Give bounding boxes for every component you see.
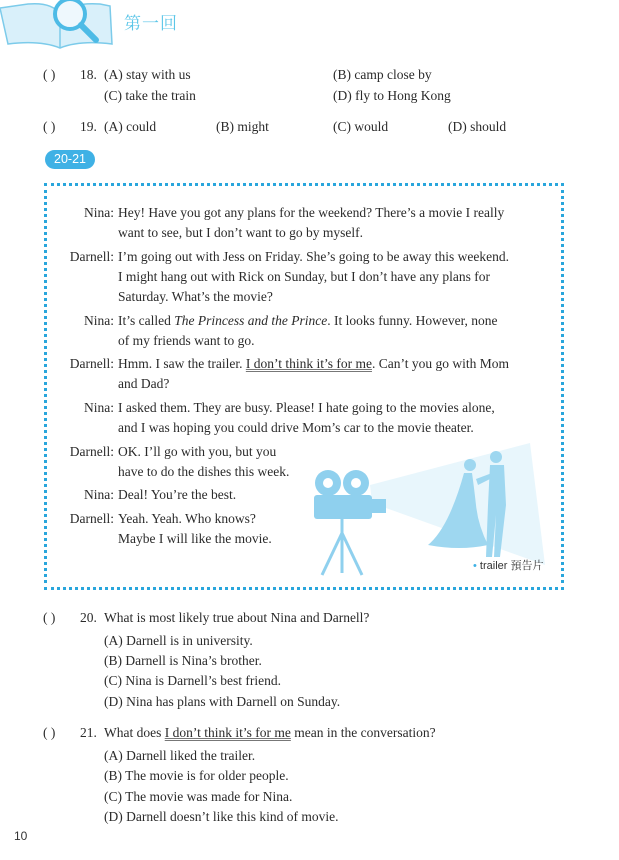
option-a: (A) Darnell liked the trailer. [104, 748, 256, 763]
answer-blank[interactable]: ( ) [43, 119, 56, 134]
utterance-text: I asked them. They are busy. Please! I hate going to the movies alone, [118, 400, 495, 415]
section-badge: 20-21 [45, 150, 95, 169]
utterance-text: I might hang out with Rick on Sunday, but I don’t have any plans for [118, 269, 490, 284]
option-d: (D) Nina has plans with Darnell on Sunday. [104, 694, 341, 709]
option-b: (B) Darnell is Nina’s brother. [104, 653, 262, 668]
option-b: (B) The movie is for older people. [104, 768, 289, 783]
vocab-note: • trailer 預告片 [473, 560, 544, 572]
underlined-phrase: I don’t think it’s for me [164, 725, 291, 740]
answer-blank[interactable]: ( ) [43, 610, 56, 625]
bullet-icon: • [473, 560, 477, 572]
speaker-label: Nina: [84, 400, 114, 415]
option-a: (A) Darnell is in university. [104, 633, 253, 648]
book-magnifier-icon [0, 0, 122, 52]
utterance-text: of my friends want to go. [118, 333, 255, 348]
speaker-label: Darnell: [69, 356, 114, 371]
option-c: (C) Nina is Darnell’s best friend. [104, 673, 281, 688]
utterance-text: Saturday. What’s the movie? [118, 289, 273, 304]
speaker-label: Nina: [84, 205, 114, 220]
movie-title: The Princess and the Prince [174, 313, 328, 328]
utterance-text: OK. I’ll go with you, but you [118, 444, 277, 459]
option-c: (C) The movie was made for Nina. [104, 789, 293, 804]
option-b: (B) might [216, 119, 269, 134]
answer-blank[interactable]: ( ) [43, 67, 56, 82]
answer-blank[interactable]: ( ) [43, 725, 56, 740]
option-a: (A) stay with us [104, 67, 191, 82]
option-d: (D) should [448, 119, 507, 134]
question-text: What is most likely true about Nina and Darnell? [104, 610, 370, 625]
utterance-text: Deal! You’re the best. [118, 487, 237, 502]
option-b: (B) camp close by [333, 67, 432, 82]
question-number: 21. [80, 725, 97, 740]
option-d: (D) fly to Hong Kong [333, 88, 451, 103]
utterance-text: It’s called The Princess and the Prince. It looks funny. However, none [118, 313, 498, 328]
option-d: (D) Darnell doesn’t like this kind of movie. [104, 809, 339, 824]
option-c: (C) would [333, 119, 389, 134]
question-number: 19. [80, 119, 97, 134]
speaker-label: Darnell: [69, 511, 114, 526]
question-number: 20. [80, 610, 97, 625]
utterance-text: and Dad? [118, 376, 170, 391]
utterance-text: Maybe I will like the movie. [118, 531, 272, 546]
speaker-label: Nina: [84, 313, 114, 328]
speaker-label: Darnell: [69, 444, 114, 459]
question-text: What does I don’t think it’s for me mean in the conversation? [104, 725, 436, 740]
underlined-phrase: I don’t think it’s for me [245, 356, 372, 371]
question-number: 18. [80, 67, 97, 82]
utterance-text: have to do the dishes this week. [118, 464, 290, 479]
speaker-label: Nina: [84, 487, 114, 502]
utterance-text: I’m going out with Jess on Friday. She’s going to be away this weekend. [118, 249, 509, 264]
utterance-text: and I was hoping you could drive Mom’s car to the movie theater. [118, 420, 474, 435]
utterance-text: Yeah. Yeah. Who knows? [118, 511, 256, 526]
page-number: 10 [14, 829, 28, 843]
utterance-text: want to see, but I don’t want to go by myself. [118, 225, 363, 240]
option-a: (A) could [104, 119, 157, 134]
utterance-text: Hey! Have you got any plans for the weekend? There’s a movie I really [118, 205, 505, 220]
option-c: (C) take the train [104, 88, 196, 103]
utterance-text: Hmm. I saw the trailer. I don’t think it’s for me. Can’t you go with Mom [118, 356, 509, 371]
page-title: 第一回 [124, 14, 178, 34]
speaker-label: Darnell: [69, 249, 114, 264]
